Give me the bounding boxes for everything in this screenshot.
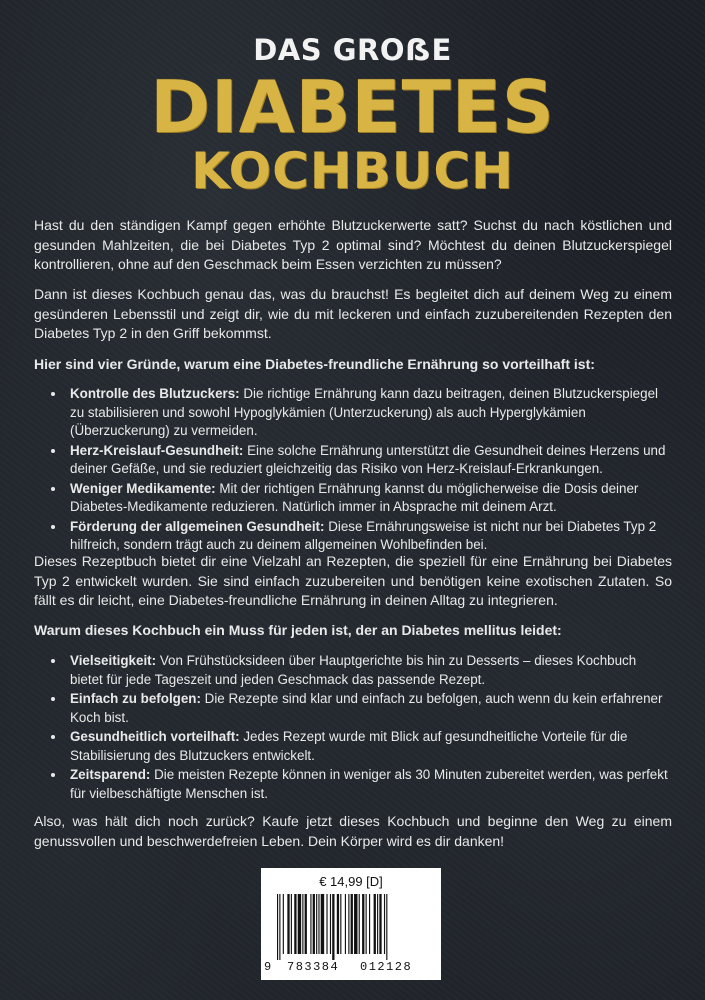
barcode-bar [369,894,370,954]
title-line-1: DAS GROẞE [253,33,452,67]
isbn-digits-left: 783384 [287,960,340,974]
features-heading: Warum dieses Kochbuch ein Muss für jeden ist, der an Diabetes mellitus leidet: [34,622,562,638]
barcode-bar [310,894,311,954]
price-label: € 14,99 [D] [319,874,383,889]
cover-title [0,30,705,198]
intro-paragraph-1: Hast du den ständigen Kampf gegen erhöhte Blutzuckerwerte satt? Suchst du nach köstlichen und gesunden Mahlzeiten, die bei Diabetes Typ 2 optimal sind? Möchtest du deinen Blutzuckerspiegel kontrollieren, ohne auf den Geschmack beim Essen verzichten zu müssen? [34,217,672,272]
barcode-bar [345,894,346,954]
reasons-heading: Hier sind vier Gründe, warum eine Diabetes-freundliche Ernährung so vorteilhaft ist: [34,356,595,372]
list-item: • Weniger Medikamente: Mit der richtigen Ernährung kannst du möglicherweise die Dosis deiner Diabetes-Medikamente reduzieren. Natürlich immer in Absprache mit deinem Arzt. [66,480,672,517]
barcode-bar [348,894,349,954]
barcode-bar [386,894,387,960]
list-item: • Gesundheitlich vorteilhaft: Jedes Rezept wurde mit Blick auf gesundheitliche Vorteile für die Stabilisierung des Blutzuckers entwickelt. [66,728,672,765]
barcode-bar [374,894,376,954]
barcode-bar [326,894,327,954]
barcode-bar [366,894,367,954]
barcode-bar [279,894,280,960]
barcode-bar [283,894,284,954]
barcode-bar [377,894,378,954]
barcode-bar [379,894,381,954]
isbn-barcode [261,868,441,980]
barcode-bar [316,894,317,954]
barcode-bar [321,894,324,954]
barcode-bars [275,894,427,960]
features-list [34,652,672,804]
list-item: • Einfach zu befolgen: Die Rezepte sind klar und einfach zu befolgen, auch wenn du kein erfahrener Koch bist. [66,690,672,727]
barcode-bar [277,894,278,960]
barcode-bar [318,894,319,954]
list-item: • Kontrolle des Blutzuckers: Die richtige Ernährung kann dazu beitragen, deinen Blutzuckerspiegel zu stabilisieren und sowohl Hypoglykämien (Unterzuckerung) als auch Hyperglykämien (Überzuckerung) zu vermeiden. [66,385,672,441]
middle-paragraph: Dieses Rezeptbuch bietet dir eine Vielzahl an Rezepten, die speziell für eine Ernährung bei Diabetes Typ 2 entwickelt wurden. Sie sind einfach zuzubereiten und benötigen keine exotischen Zutaten. So fällt es dir leicht, eine Diabetes-freundliche Ernährung in deinen Alltag zu integrieren. [34,553,672,608]
isbn-digit-first: 9 [264,960,272,974]
isbn-digits-right: 012128 [360,960,413,974]
intro-paragraph-2: Dann ist dieses Kochbuch genau das, was du brauchst! Es begleitet dich auf deinem Weg zu einem gesünderen Lebensstil und zeigt dir, wie du mit leckeren und einfach zuzubereitenden Rezepten den Diabetes Typ 2 in den Griff bekommst. [34,286,672,341]
barcode-bar [287,894,289,954]
barcode-bar [354,894,357,954]
barcode-bar [337,894,339,954]
barcode-bar [291,894,292,954]
list-item: • Förderung der allgemeinen Gesundheit: Diese Ernährungsweise ist nicht nur bei Diabetes Typ 2 hilfreich, sondern trägt auch zu deinem allgemeinen Wohlbefinden bei. [66,518,672,555]
list-item: • Herz-Kreislauf-Gesundheit: Eine solche Ernährung unterstützt die Gesundheit deines Herzens und deiner Gefäße, und sie reduziert gleichzeitig das Risiko von Herz-Kreislauf-Erkrankungen. [66,442,672,479]
title-line-3: KOCHBUCH [191,142,514,200]
reasons-list [34,385,672,556]
barcode-bar [294,894,296,954]
list-item: • Vielseitigkeit: Von Frühstücksideen über Hauptgerichte bis hin zu Desserts – dieses Kochbuch bietet für jede Tageszeit und jeden Geschmack das passende Rezept. [66,652,672,689]
barcode-bar [330,894,331,954]
list-item: • Zeitsparend: Die meisten Rezepte können in weniger als 30 Minuten zubereitet werden, was perfekt für vielbeschäftigte Menschen ist. [66,766,672,803]
barcode-bar [351,894,353,954]
barcode-bar [302,894,303,954]
barcode-bar [313,894,315,954]
barcode-bar [298,894,301,954]
barcode-bar [305,894,307,954]
barcode-bar [340,894,341,954]
barcode-bar [359,894,360,954]
title-line-2: DIABETES [150,65,555,149]
barcode-bar [384,894,385,954]
barcode-bar [332,894,334,960]
barcode-bar [362,894,364,954]
closing-paragraph: Also, was hält dich noch zurück? Kaufe jetzt dieses Kochbuch und beginne den Weg zu einem genussvollen und beschwerdefreien Leben. Dein Körper wird es dir danken! [34,813,672,849]
